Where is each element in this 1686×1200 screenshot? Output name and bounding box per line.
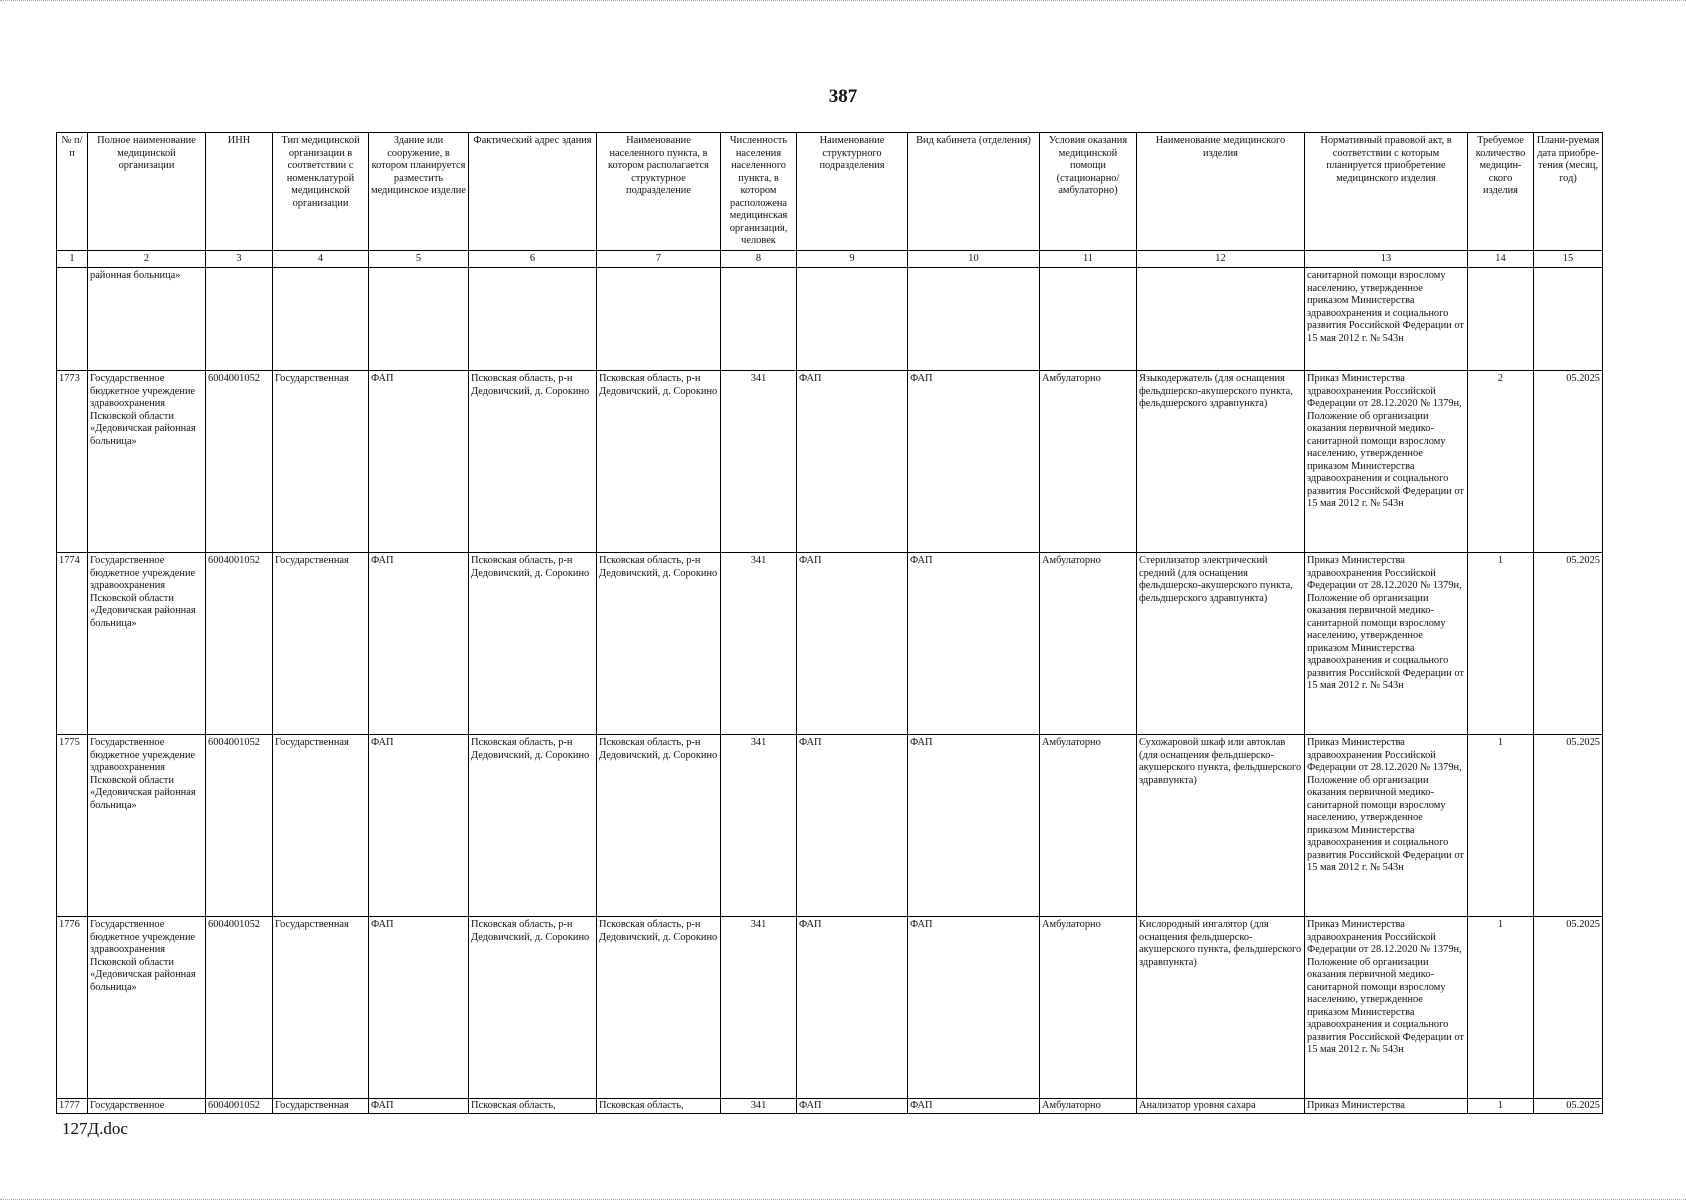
settlement-cell: Псковская область, р-н Дедовичский, д. Сорокино bbox=[597, 371, 721, 553]
column-number: 6 bbox=[469, 250, 597, 268]
header-row bbox=[57, 133, 1603, 251]
column-number: 14 bbox=[1468, 250, 1534, 268]
header-cell: Условия оказания медицинской помощи (стационарно/ амбулаторно) bbox=[1040, 133, 1137, 251]
date-cell: 05.2025 bbox=[1534, 1099, 1603, 1114]
header-cell: Здание или сооружение, в котором планируется разместить медицинское изделие bbox=[369, 133, 469, 251]
org-type-cell: Государственная bbox=[273, 371, 369, 553]
header-cell: Наименование структурного подразделения bbox=[797, 133, 908, 251]
building-cell: ФАП bbox=[369, 735, 469, 917]
quantity-cell: 1 bbox=[1468, 917, 1534, 1099]
unit-cell: ФАП bbox=[797, 735, 908, 917]
column-number: 12 bbox=[1137, 250, 1305, 268]
device-cell: Стерилизатор электрический средний (для оснащения фельдшерско-акушерского пункта, фельдшерского здравпункта) bbox=[1137, 553, 1305, 735]
legal-act-cell: санитарной помощи взрослому населению, утвержденное приказом Министерства здравоохранения и социального развития Российской Федерации от 15 мая 2012 г. № 543н bbox=[1305, 268, 1468, 371]
column-number: 11 bbox=[1040, 250, 1137, 268]
scan-edge-top bbox=[0, 0, 1686, 6]
device-cell: Сухожаровой шкаф или автоклав (для оснащения фельдшерско-акушерского пункта, фельдшерского здравпункта) bbox=[1137, 735, 1305, 917]
header-cell: Плани-руемая дата приобре-тения (месяц, год) bbox=[1534, 133, 1603, 251]
building-cell: ФАП bbox=[369, 553, 469, 735]
quantity-cell: 1 bbox=[1468, 1099, 1534, 1114]
population-cell: 341 bbox=[721, 371, 797, 553]
header-cell: Требуемое количество медицин-ского изделия bbox=[1468, 133, 1534, 251]
header-cell: ИНН bbox=[206, 133, 273, 251]
org-name-cell: Государственное бюджетное учреждение здравоохранения Псковской области «Дедовичская районная больница» bbox=[88, 371, 206, 553]
conditions-cell: Амбулаторно bbox=[1040, 917, 1137, 1099]
column-number: 9 bbox=[797, 250, 908, 268]
org-name-cell: Государственное bbox=[88, 1099, 206, 1114]
legal-act-cell: Приказ Министерства здравоохранения Российской Федерации от 28.12.2020 № 1379н, Положение об организации оказания первичной медико-санитарной помощи взрослому населению, утвержденное приказом Министерства здравоохранения и социального развития Российской Федерации от 15 мая 2012 г. № 543н bbox=[1305, 553, 1468, 735]
address-cell: Псковская область, р-н Дедовичский, д. Сорокино bbox=[469, 735, 597, 917]
column-number: 13 bbox=[1305, 250, 1468, 268]
unit-cell: ФАП bbox=[797, 553, 908, 735]
table-row bbox=[57, 917, 1603, 1099]
registry-table bbox=[56, 132, 1603, 1114]
address-cell: Псковская область, bbox=[469, 1099, 597, 1114]
unit-cell: ФАП bbox=[797, 917, 908, 1099]
conditions-cell: Амбулаторно bbox=[1040, 1099, 1137, 1114]
column-number: 3 bbox=[206, 250, 273, 268]
table-header bbox=[57, 133, 1603, 268]
building-cell: ФАП bbox=[369, 1099, 469, 1114]
cabinet-cell: ФАП bbox=[908, 371, 1040, 553]
address-cell: Псковская область, р-н Дедовичский, д. Сорокино bbox=[469, 553, 597, 735]
population-cell: 341 bbox=[721, 553, 797, 735]
org-type-cell: Государственная bbox=[273, 1099, 369, 1114]
table-row bbox=[57, 1099, 1603, 1114]
unit-cell: ФАП bbox=[797, 371, 908, 553]
footer-filename: 127Д.doc bbox=[62, 1119, 128, 1138]
header-cell: Численность населения населенного пункта, в котором расположена медицинская организация, человек bbox=[721, 133, 797, 251]
legal-act-cell: Приказ Министерства здравоохранения Российской Федерации от 28.12.2020 № 1379н, Положение об организации оказания первичной медико-санитарной помощи взрослому населению, утвержденное приказом Министерства здравоохранения и социального развития Российской Федерации от 15 мая 2012 г. № 543н bbox=[1305, 735, 1468, 917]
conditions-cell: Амбулаторно bbox=[1040, 735, 1137, 917]
table-row bbox=[57, 553, 1603, 735]
column-number: 7 bbox=[597, 250, 721, 268]
settlement-cell: Псковская область, р-н Дедовичский, д. Сорокино bbox=[597, 917, 721, 1099]
cabinet-cell: ФАП bbox=[908, 553, 1040, 735]
row-number: 1774 bbox=[57, 553, 88, 735]
date-cell: 05.2025 bbox=[1534, 553, 1603, 735]
inn-cell: 6004001052 bbox=[206, 917, 273, 1099]
legal-act-cell: Приказ Министерства здравоохранения Российской Федерации от 28.12.2020 № 1379н, Положение об организации оказания первичной медико-санитарной помощи взрослому населению, утвержденное приказом Министерства здравоохранения и социального развития Российской Федерации от 15 мая 2012 г. № 543н bbox=[1305, 917, 1468, 1099]
device-cell: Языкодержатель (для оснащения фельдшерско-акушерского пункта, фельдшерского здравпункта) bbox=[1137, 371, 1305, 553]
table-row bbox=[57, 371, 1603, 553]
inn-cell: 6004001052 bbox=[206, 553, 273, 735]
inn-cell: 6004001052 bbox=[206, 371, 273, 553]
row-number: 1776 bbox=[57, 917, 88, 1099]
quantity-cell: 2 bbox=[1468, 371, 1534, 553]
continuation-row bbox=[57, 268, 1603, 371]
settlement-cell: Псковская область, р-н Дедовичский, д. Сорокино bbox=[597, 735, 721, 917]
address-cell: Псковская область, р-н Дедовичский, д. Сорокино bbox=[469, 917, 597, 1099]
cabinet-cell: ФАП bbox=[908, 735, 1040, 917]
org-type-cell: Государственная bbox=[273, 553, 369, 735]
population-cell: 341 bbox=[721, 735, 797, 917]
building-cell: ФАП bbox=[369, 917, 469, 1099]
org-type-cell: Государственная bbox=[273, 735, 369, 917]
conditions-cell: Амбулаторно bbox=[1040, 553, 1137, 735]
column-number: 15 bbox=[1534, 250, 1603, 268]
org-name-cell: Государственное бюджетное учреждение здравоохранения Псковской области «Дедовичская районная больница» bbox=[88, 917, 206, 1099]
column-number-row bbox=[57, 250, 1603, 268]
header-cell: Тип медицинской организации в соответствии с номенклатурой медицинской организации bbox=[273, 133, 369, 251]
date-cell: 05.2025 bbox=[1534, 735, 1603, 917]
date-cell: 05.2025 bbox=[1534, 371, 1603, 553]
population-cell: 341 bbox=[721, 917, 797, 1099]
header-cell: Вид кабинета (отделения) bbox=[908, 133, 1040, 251]
header-cell: Наименование медицинского изделия bbox=[1137, 133, 1305, 251]
column-number: 1 bbox=[57, 250, 88, 268]
unit-cell: ФАП bbox=[797, 1099, 908, 1114]
header-cell: Наименование населенного пункта, в котором располагается структурное подразделение bbox=[597, 133, 721, 251]
org-name-cell: районная больница» bbox=[88, 268, 206, 371]
conditions-cell: Амбулаторно bbox=[1040, 371, 1137, 553]
device-cell: Анализатор уровня сахара bbox=[1137, 1099, 1305, 1114]
population-cell: 341 bbox=[721, 1099, 797, 1114]
device-cell: Кислородный ингалятор (для оснащения фельдшерско-акушерского пункта, фельдшерского здравпункта) bbox=[1137, 917, 1305, 1099]
row-number: 1777 bbox=[57, 1099, 88, 1114]
settlement-cell: Псковская область, р-н Дедовичский, д. Сорокино bbox=[597, 553, 721, 735]
org-type-cell: Государственная bbox=[273, 917, 369, 1099]
scan-edge-bottom bbox=[0, 1194, 1686, 1200]
header-cell: Полное наименование медицинской организации bbox=[88, 133, 206, 251]
row-number: 1775 bbox=[57, 735, 88, 917]
legal-act-cell: Приказ Министерства здравоохранения Российской Федерации от 28.12.2020 № 1379н, Положение об организации оказания первичной медико-санитарной помощи взрослому населению, утвержденное приказом Министерства здравоохранения и социального развития Российской Федерации от 15 мая 2012 г. № 543н bbox=[1305, 371, 1468, 553]
column-number: 2 bbox=[88, 250, 206, 268]
table-body bbox=[57, 268, 1603, 1114]
inn-cell: 6004001052 bbox=[206, 735, 273, 917]
header-cell: Нормативный правовой акт, в соответствии с которым планируется приобретение медицинского изделия bbox=[1305, 133, 1468, 251]
column-number: 4 bbox=[273, 250, 369, 268]
quantity-cell: 1 bbox=[1468, 735, 1534, 917]
cabinet-cell: ФАП bbox=[908, 917, 1040, 1099]
date-cell: 05.2025 bbox=[1534, 917, 1603, 1099]
settlement-cell: Псковская область, bbox=[597, 1099, 721, 1114]
table-row bbox=[57, 735, 1603, 917]
column-number: 8 bbox=[721, 250, 797, 268]
legal-act-cell: Приказ Министерства bbox=[1305, 1099, 1468, 1114]
column-number: 5 bbox=[369, 250, 469, 268]
page-number: 387 bbox=[828, 86, 858, 107]
header-cell: № п/п bbox=[57, 133, 88, 251]
row-number: 1773 bbox=[57, 371, 88, 553]
org-name-cell: Государственное бюджетное учреждение здравоохранения Псковской области «Дедовичская районная больница» bbox=[88, 553, 206, 735]
inn-cell: 6004001052 bbox=[206, 1099, 273, 1114]
cabinet-cell: ФАП bbox=[908, 1099, 1040, 1114]
org-name-cell: Государственное бюджетное учреждение здравоохранения Псковской области «Дедовичская районная больница» bbox=[88, 735, 206, 917]
column-number: 10 bbox=[908, 250, 1040, 268]
building-cell: ФАП bbox=[369, 371, 469, 553]
header-cell: Фактический адрес здания bbox=[469, 133, 597, 251]
address-cell: Псковская область, р-н Дедовичский, д. Сорокино bbox=[469, 371, 597, 553]
quantity-cell: 1 bbox=[1468, 553, 1534, 735]
